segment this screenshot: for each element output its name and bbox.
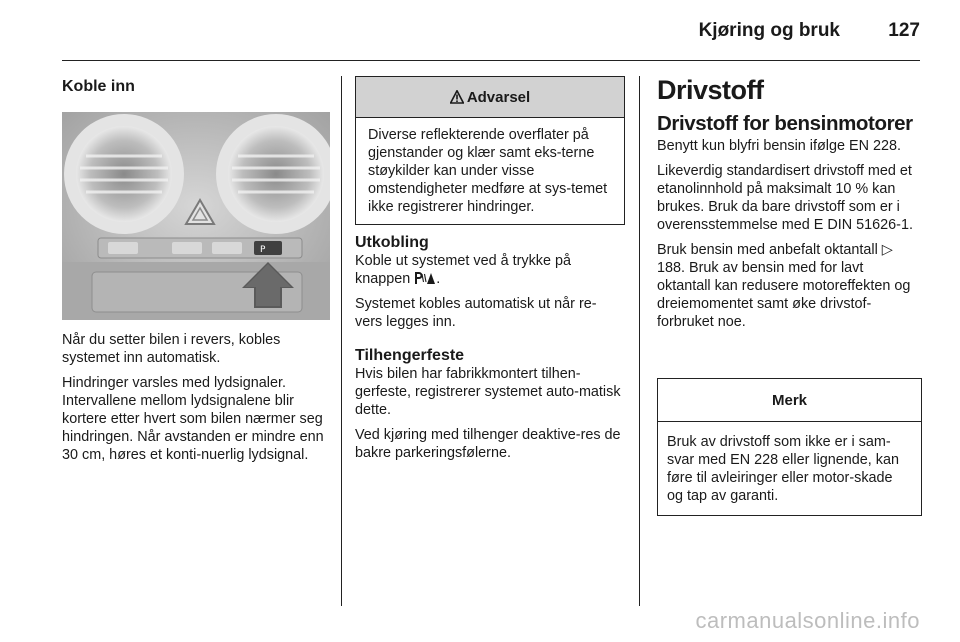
paragraph-oktantall [657, 241, 920, 331]
warning-header [356, 77, 624, 118]
oktantall-text: Bruk bensin med anbefalt oktantall [657, 242, 878, 258]
column-divider-1 [341, 76, 342, 606]
heading-utkobling: Utkobling [355, 234, 429, 251]
paragraph-signals: Hindringer varsles med lydsignaler. Intervallene mellom lydsignalene blir kortere etter hvert som bilen nærmer seg hindringen. Når avstanden er mindre enn 30 cm, høres et konti-nuerlig lydsignal. [62, 375, 324, 463]
paragraph-tilhenger-2: Ved kjøring med tilhenger deaktive-res de bakre parkeringsfølerne. [355, 427, 621, 461]
column-divider-2 [639, 76, 640, 606]
utkobling-section [355, 233, 623, 338]
warning-triangle-icon [450, 90, 464, 104]
park-pilot-button-icon [414, 271, 436, 285]
subtitle-bensinmotorer: Drivstoff for bensinmotorer [657, 112, 913, 135]
utkobling-text: Koble ut systemet ved å trykke på knappen [355, 253, 571, 287]
title-drivstoff: Drivstoff [657, 75, 764, 105]
heading-koble-inn: Koble inn [62, 78, 135, 95]
page-ref-link[interactable]: 188 [657, 260, 682, 276]
warning-box [355, 76, 625, 225]
header-title: Kjøring og bruk [698, 20, 840, 41]
note-header [658, 379, 921, 422]
page-ref-arrow-icon: ▷ [881, 242, 893, 258]
col1-body [62, 331, 328, 471]
note-title: Merk [771, 391, 808, 409]
heading-tilhengerfeste: Tilhengerfeste [355, 347, 465, 364]
park-button-label: P [260, 245, 266, 255]
note-box [657, 378, 922, 516]
warning-text: Diverse reflekterende overflater på gjenstander og klær samt eks-terne støykilder kan under visse omstendigheter medføre at sys-temet ikke registrerer hindringer. [368, 127, 608, 215]
watermark: carmanualsonline.info [695, 608, 920, 633]
col3-body [657, 74, 920, 338]
page-number: 127 [888, 20, 920, 41]
oktantall-text-2: . Bruk av bensin med for lavt oktantall kan redusere motoreffekten og dreiemomentet samt øke drivstof-forbruket noe. [657, 260, 911, 330]
dashboard-figure [62, 112, 330, 320]
paragraph-utkobling-1: Koble ut systemet ved å trykke på knappen . [355, 253, 571, 287]
paragraph-utkobling-2: Systemet kobles automatisk ut når re-vers legges inn. [355, 296, 597, 330]
section-heading-koble-inn [62, 78, 328, 96]
tilhenger-section [355, 346, 623, 469]
paragraph-etanol: Likeverdig standardisert drivstoff med et etanolinnhold på maksimalt 10 % kan brukes. Bruk da bare drivstoff som er i overensstemmelse med E DIN 51626-1. [657, 163, 913, 233]
dashboard-illustration [62, 112, 330, 320]
paragraph-tilhenger-1: Hvis bilen har fabrikkmontert tilhen-gerfeste, registrerer systemet auto-matisk dette. [355, 366, 621, 418]
header-divider [62, 60, 920, 61]
paragraph-activation: Når du setter bilen i revers, kobles systemet inn automatisk. [62, 332, 281, 366]
paragraph-blyfri: Benytt kun blyfri bensin ifølge EN 228. [657, 138, 901, 154]
note-text: Bruk av drivstoff som ikke er i sam-svar med EN 228 eller lignende, kan føre til avleiringer eller motor-skade og tap av garanti. [667, 434, 899, 504]
warning-title: Advarsel [466, 88, 531, 106]
